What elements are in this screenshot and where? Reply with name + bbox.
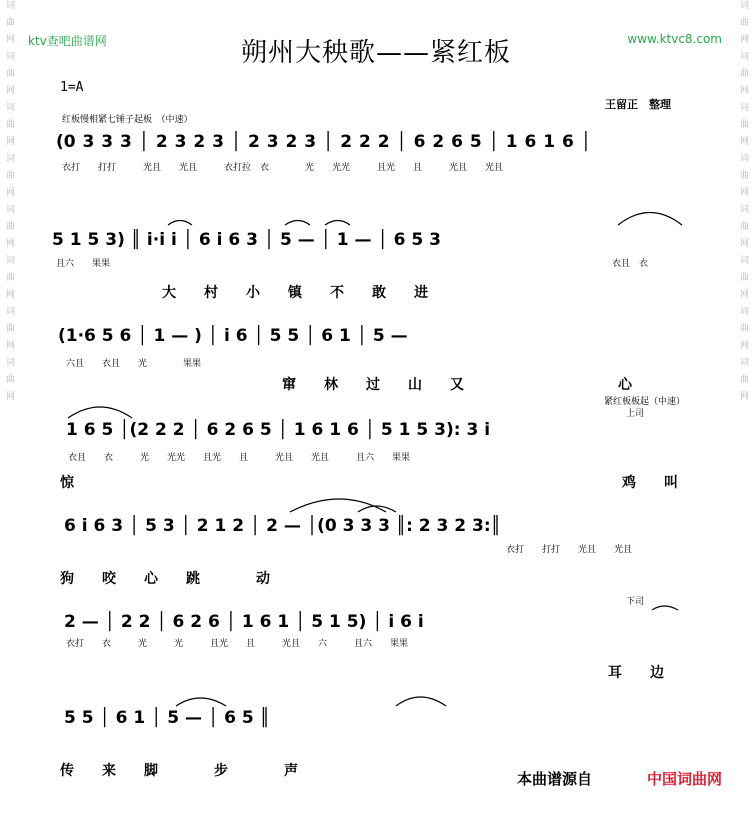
- source-label: 本曲谱源自: [516, 770, 592, 788]
- source-brand-link[interactable]: 中国词曲网: [646, 770, 722, 788]
- notes-row-7: 5 5 │ 6 1 │ 5 — │ 6 5 ║: [64, 708, 270, 728]
- lyrics-row-2: 大 村 小 镇 不 敢 进: [162, 285, 428, 301]
- slur-10: [396, 697, 446, 706]
- notes-row-5: 6 i 6 3 │ 5 3 │ 2 1 2 │ 2 — │(0 3 3 3 ║: 2 3 2 3:║: [64, 516, 501, 536]
- percussion-row-4: 衣且 衣 光 光光 且光 且 光且 光且 且六 果果: [68, 453, 411, 463]
- percussion-row-2: 且六 果果: [56, 259, 111, 269]
- lyrics-row-3-end: 心: [618, 377, 632, 393]
- row-4-annotation-2: 上司: [626, 409, 645, 419]
- slur-9: [176, 698, 226, 706]
- percussion-row-6: 衣打 衣 光 光 且光 且 光且 六 且六 果果: [66, 639, 409, 649]
- row-6-annotation: 下司: [626, 597, 645, 607]
- notes-row-4: 1 6 5 │(2 2 2 │ 6 2 6 5 │ 1 6 1 6 │ 5 1 5 3): 3 i: [66, 420, 491, 440]
- lyrics-row-6: 耳 边: [608, 665, 664, 681]
- slur-3: [325, 221, 350, 226]
- lyrics-row-4-end: 鸡 叫: [622, 475, 678, 491]
- lyrics-row-7: 传 来 脚 步 声: [60, 763, 298, 779]
- key-signature: 1=A: [60, 80, 84, 95]
- left-watermark-strip: 词曲网词曲网词曲网词曲网词曲网词曲网词曲网词曲网: [4, 0, 14, 408]
- percussion-row-2b: 衣且 衣: [612, 259, 649, 269]
- tempo-instruction: 红板慢相紧七锤子起板 （中速）: [62, 115, 193, 125]
- site-watermark-right: www.ktvc8.com: [627, 32, 722, 46]
- notes-row-2: 5 1 5 3) ║ i·i i │ 6 i 6 3 │ 5 — │ 1 — │ 6 5 3: [52, 230, 441, 250]
- percussion-row-3: 六且 衣且 光 果果: [66, 359, 202, 369]
- lyrics-row-3: 窜 林 过 山 又: [282, 377, 464, 393]
- site-watermark-left: ktv查吧曲谱网: [28, 34, 107, 48]
- slur-5: [68, 407, 132, 418]
- arranger-credit: 王留正 整理: [605, 98, 671, 111]
- lyrics-row-4-start: 惊: [60, 475, 74, 491]
- row-4-annotation: 紧红板板起（中速）: [604, 397, 686, 407]
- notes-row-3: (1·6 5 6 │ 1 — ) │ i 6 │ 5 5 │ 6 1 │ 5 —: [58, 326, 408, 346]
- percussion-row-1: 衣打 打打 光且 光且 衣打拉 衣 光 光光 且光 且 光且 光且: [62, 163, 504, 173]
- score-title: 朔州大秧歌——紧红板: [240, 38, 511, 68]
- slur-8: [652, 606, 678, 610]
- right-watermark-strip: 词曲网词曲网词曲网词曲网词曲网词曲网词曲网词曲网: [738, 0, 748, 408]
- slur-6: [290, 499, 386, 512]
- slur-1: [168, 221, 192, 226]
- percussion-row-5: 衣打 打打 光且 光且: [506, 545, 633, 555]
- notes-row-6: 2 — │ 2 2 │ 6 2 6 │ 1 6 1 │ 5 1 5) │ i 6 i: [64, 612, 424, 632]
- lyrics-row-5: 狗 咬 心 跳 动: [60, 571, 270, 587]
- slur-4: [618, 213, 682, 226]
- notes-row-1: (0 3 3 3 │ 2 3 2 3 │ 2 3 2 3 │ 2 2 2 │ 6 2 6 5 │ 1 6 1 6 │: [56, 132, 591, 152]
- slur-2: [285, 221, 310, 226]
